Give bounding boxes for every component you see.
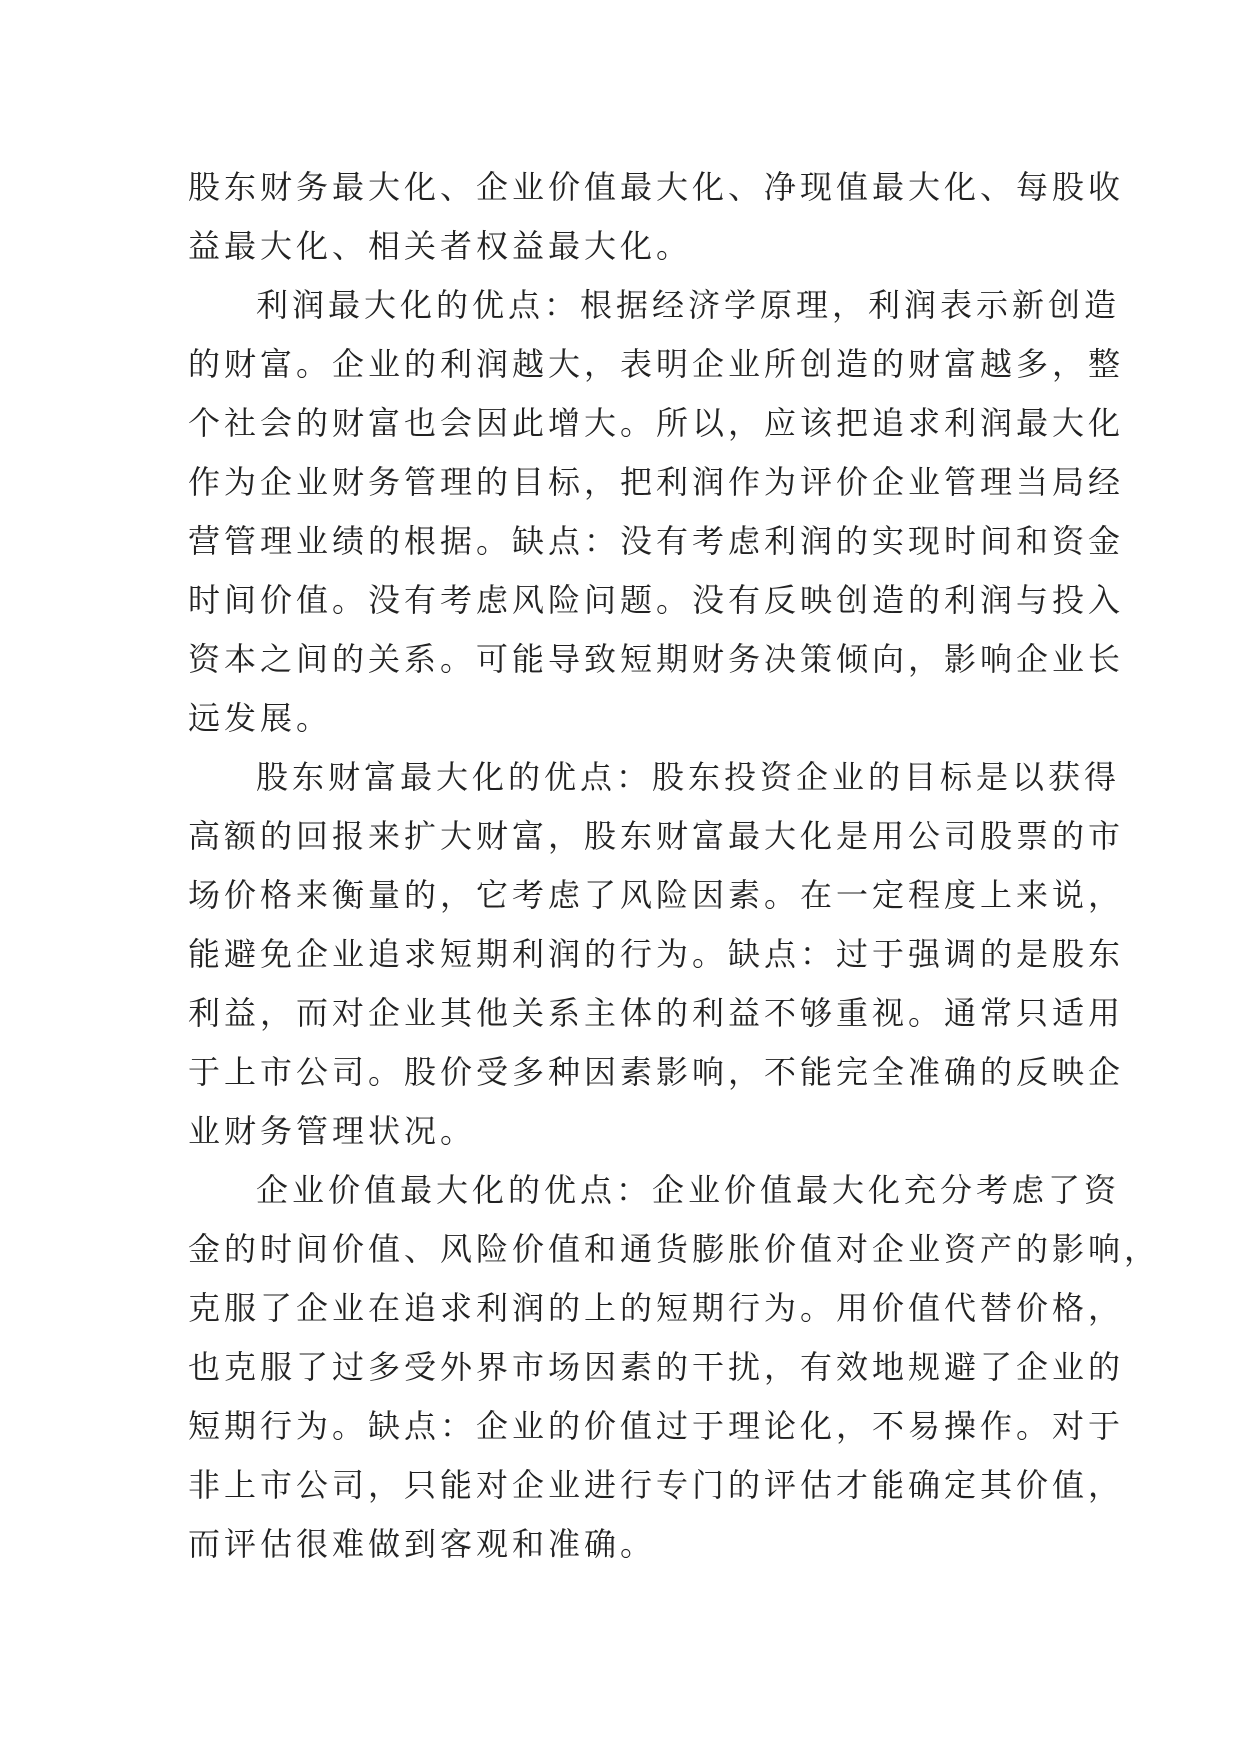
paragraph-profit-maximization bbox=[188, 276, 1125, 748]
text-line: 金的时间价值、风险价值和通货膨胀价值对企业资产的影响， bbox=[188, 1230, 1161, 1268]
paragraph-goals-list bbox=[188, 158, 1125, 276]
text-line: 利益，而对企业其他关系主体的利益不够重视。通常只适用 bbox=[188, 994, 1125, 1032]
text-line: 的财富。企业的利润越大，表明企业所创造的财富越多，整 bbox=[188, 345, 1125, 383]
text-line: 远发展。 bbox=[188, 699, 333, 737]
text-line: 利润最大化的优点：根据经济学原理，利润表示新创造 bbox=[256, 286, 1121, 324]
text-line: 时间价值。没有考虑风险问题。没有反映创造的利润与投入 bbox=[188, 581, 1125, 619]
text-line: 短期行为。缺点：企业的价值过于理论化，不易操作。对于 bbox=[188, 1407, 1125, 1445]
text-line: 资本之间的关系。可能导致短期财务决策倾向，影响企业长 bbox=[188, 640, 1125, 678]
text-line: 克服了企业在追求利润的上的短期行为。用价值代替价格， bbox=[188, 1289, 1125, 1327]
text-line: 能避免企业追求短期利润的行为。缺点：过于强调的是股东 bbox=[188, 935, 1125, 973]
text-line: 而评估很难做到客观和准确。 bbox=[188, 1525, 657, 1563]
document-body bbox=[188, 158, 1161, 1574]
text-line: 也克服了过多受外界市场因素的干扰，有效地规避了企业的 bbox=[188, 1348, 1125, 1386]
text-line: 企业价值最大化的优点：企业价值最大化充分考虑了资 bbox=[256, 1171, 1121, 1209]
text-line: 营管理业绩的根据。缺点：没有考虑利润的实现时间和资金 bbox=[188, 522, 1125, 560]
text-line: 股东财务最大化、企业价值最大化、净现值最大化、每股收 bbox=[188, 168, 1125, 206]
text-line: 股东财富最大化的优点：股东投资企业的目标是以获得 bbox=[256, 758, 1121, 796]
text-line: 非上市公司，只能对企业进行专门的评估才能确定其价值， bbox=[188, 1466, 1125, 1504]
text-line: 场价格来衡量的，它考虑了风险因素。在一定程度上来说， bbox=[188, 876, 1125, 914]
text-line: 于上市公司。股价受多种因素影响，不能完全准确的反映企 bbox=[188, 1053, 1125, 1091]
text-line: 益最大化、相关者权益最大化。 bbox=[188, 227, 693, 265]
text-line: 作为企业财务管理的目标，把利润作为评价企业管理当局经 bbox=[188, 463, 1125, 501]
paragraph-shareholder-wealth bbox=[188, 748, 1125, 1161]
text-line: 个社会的财富也会因此增大。所以，应该把追求利润最大化 bbox=[188, 404, 1125, 442]
paragraph-enterprise-value bbox=[188, 1161, 1161, 1574]
text-line: 高额的回报来扩大财富，股东财富最大化是用公司股票的市 bbox=[188, 817, 1125, 855]
text-line: 业财务管理状况。 bbox=[188, 1112, 477, 1150]
